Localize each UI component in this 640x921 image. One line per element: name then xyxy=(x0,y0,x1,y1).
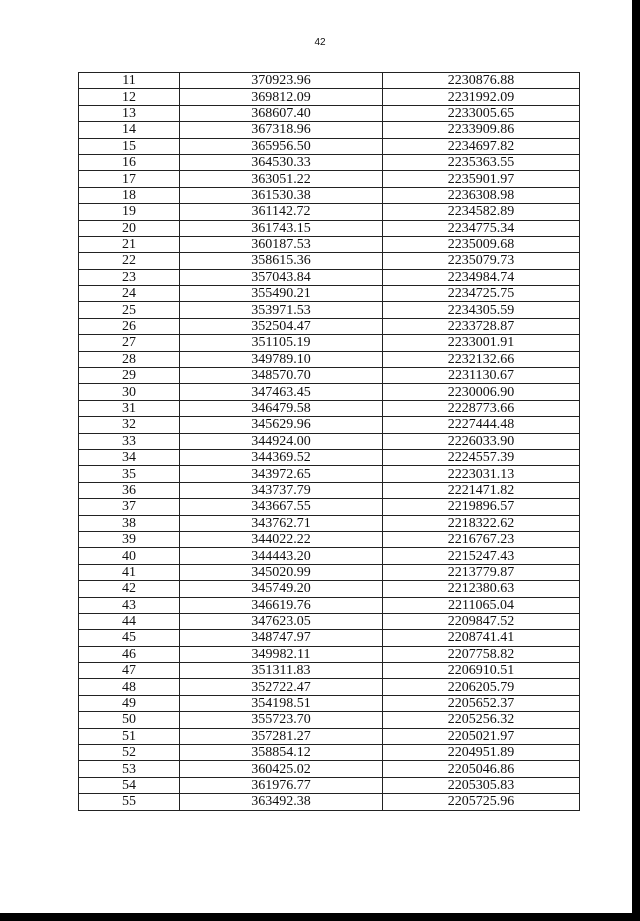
y-coordinate-cell: 2233005.65 xyxy=(383,105,580,121)
x-coordinate-cell: 344443.20 xyxy=(180,548,383,564)
point-number-cell: 41 xyxy=(79,564,180,580)
x-coordinate-cell: 363492.38 xyxy=(180,794,383,810)
x-coordinate-cell: 368607.40 xyxy=(180,105,383,121)
x-coordinate-cell: 343667.55 xyxy=(180,499,383,515)
table-row xyxy=(79,646,580,662)
y-coordinate-cell: 2209847.52 xyxy=(383,613,580,629)
point-number-cell: 45 xyxy=(79,630,180,646)
table-row xyxy=(79,368,580,384)
y-coordinate-cell: 2234725.75 xyxy=(383,286,580,302)
point-number-cell: 23 xyxy=(79,269,180,285)
y-coordinate-cell: 2216767.23 xyxy=(383,531,580,547)
y-coordinate-cell: 2234305.59 xyxy=(383,302,580,318)
x-coordinate-cell: 344369.52 xyxy=(180,449,383,465)
table-row xyxy=(79,154,580,170)
x-coordinate-cell: 358615.36 xyxy=(180,253,383,269)
table-row xyxy=(79,89,580,105)
table-row xyxy=(79,384,580,400)
table-row xyxy=(79,433,580,449)
table-row xyxy=(79,695,580,711)
point-number-cell: 36 xyxy=(79,482,180,498)
x-coordinate-cell: 355723.70 xyxy=(180,712,383,728)
point-number-cell: 21 xyxy=(79,236,180,252)
y-coordinate-cell: 2232132.66 xyxy=(383,351,580,367)
y-coordinate-cell: 2226033.90 xyxy=(383,433,580,449)
x-coordinate-cell: 345629.96 xyxy=(180,417,383,433)
y-coordinate-cell: 2205046.86 xyxy=(383,761,580,777)
point-number-cell: 37 xyxy=(79,499,180,515)
y-coordinate-cell: 2206910.51 xyxy=(383,663,580,679)
x-coordinate-cell: 351105.19 xyxy=(180,335,383,351)
point-number-cell: 54 xyxy=(79,777,180,793)
point-number-cell: 13 xyxy=(79,105,180,121)
y-coordinate-cell: 2205725.96 xyxy=(383,794,580,810)
point-number-cell: 35 xyxy=(79,466,180,482)
point-number-cell: 51 xyxy=(79,728,180,744)
table-row xyxy=(79,581,580,597)
table-row xyxy=(79,663,580,679)
y-coordinate-cell: 2212380.63 xyxy=(383,581,580,597)
point-number-cell: 48 xyxy=(79,679,180,695)
point-number-cell: 14 xyxy=(79,122,180,138)
x-coordinate-cell: 370923.96 xyxy=(180,73,383,89)
y-coordinate-cell: 2211065.04 xyxy=(383,597,580,613)
y-coordinate-cell: 2223031.13 xyxy=(383,466,580,482)
point-number-cell: 39 xyxy=(79,531,180,547)
y-coordinate-cell: 2230876.88 xyxy=(383,73,580,89)
y-coordinate-cell: 2221471.82 xyxy=(383,482,580,498)
table-row xyxy=(79,777,580,793)
y-coordinate-cell: 2207758.82 xyxy=(383,646,580,662)
y-coordinate-cell: 2234984.74 xyxy=(383,269,580,285)
point-number-cell: 55 xyxy=(79,794,180,810)
point-number-cell: 53 xyxy=(79,761,180,777)
table-row xyxy=(79,449,580,465)
y-coordinate-cell: 2233001.91 xyxy=(383,335,580,351)
y-coordinate-cell: 2231130.67 xyxy=(383,368,580,384)
point-number-cell: 27 xyxy=(79,335,180,351)
x-coordinate-cell: 355490.21 xyxy=(180,286,383,302)
point-number-cell: 12 xyxy=(79,89,180,105)
page-number: 42 xyxy=(314,37,326,48)
point-number-cell: 18 xyxy=(79,187,180,203)
x-coordinate-cell: 343972.65 xyxy=(180,466,383,482)
table-row xyxy=(79,482,580,498)
x-coordinate-cell: 367318.96 xyxy=(180,122,383,138)
table-row xyxy=(79,548,580,564)
table-row xyxy=(79,187,580,203)
point-number-cell: 44 xyxy=(79,613,180,629)
x-coordinate-cell: 349982.11 xyxy=(180,646,383,662)
table-row xyxy=(79,499,580,515)
y-coordinate-cell: 2206205.79 xyxy=(383,679,580,695)
scan-edge-right xyxy=(632,0,640,921)
x-coordinate-cell: 354198.51 xyxy=(180,695,383,711)
table-row xyxy=(79,253,580,269)
table-row xyxy=(79,269,580,285)
x-coordinate-cell: 364530.33 xyxy=(180,154,383,170)
x-coordinate-cell: 347623.05 xyxy=(180,613,383,629)
x-coordinate-cell: 343737.79 xyxy=(180,482,383,498)
table-row xyxy=(79,712,580,728)
x-coordinate-cell: 353971.53 xyxy=(180,302,383,318)
point-number-cell: 25 xyxy=(79,302,180,318)
table-row xyxy=(79,761,580,777)
x-coordinate-cell: 357281.27 xyxy=(180,728,383,744)
table-row xyxy=(79,351,580,367)
y-coordinate-cell: 2236308.98 xyxy=(383,187,580,203)
table-row xyxy=(79,236,580,252)
table-row xyxy=(79,122,580,138)
x-coordinate-cell: 346619.76 xyxy=(180,597,383,613)
x-coordinate-cell: 349789.10 xyxy=(180,351,383,367)
y-coordinate-cell: 2228773.66 xyxy=(383,400,580,416)
y-coordinate-cell: 2218322.62 xyxy=(383,515,580,531)
coordinates-table xyxy=(78,72,580,811)
y-coordinate-cell: 2235363.55 xyxy=(383,154,580,170)
y-coordinate-cell: 2208741.41 xyxy=(383,630,580,646)
y-coordinate-cell: 2234697.82 xyxy=(383,138,580,154)
table-row xyxy=(79,204,580,220)
y-coordinate-cell: 2235901.97 xyxy=(383,171,580,187)
table-row xyxy=(79,794,580,810)
table-row xyxy=(79,138,580,154)
x-coordinate-cell: 360425.02 xyxy=(180,761,383,777)
x-coordinate-cell: 369812.09 xyxy=(180,89,383,105)
table-row xyxy=(79,286,580,302)
point-number-cell: 24 xyxy=(79,286,180,302)
y-coordinate-cell: 2233909.86 xyxy=(383,122,580,138)
point-number-cell: 29 xyxy=(79,368,180,384)
point-number-cell: 26 xyxy=(79,318,180,334)
y-coordinate-cell: 2219896.57 xyxy=(383,499,580,515)
table-row xyxy=(79,613,580,629)
table-row xyxy=(79,73,580,89)
y-coordinate-cell: 2234775.34 xyxy=(383,220,580,236)
point-number-cell: 43 xyxy=(79,597,180,613)
x-coordinate-cell: 361530.38 xyxy=(180,187,383,203)
table-row xyxy=(79,105,580,121)
x-coordinate-cell: 344022.22 xyxy=(180,531,383,547)
x-coordinate-cell: 351311.83 xyxy=(180,663,383,679)
point-number-cell: 42 xyxy=(79,581,180,597)
x-coordinate-cell: 346479.58 xyxy=(180,400,383,416)
y-coordinate-cell: 2205652.37 xyxy=(383,695,580,711)
x-coordinate-cell: 347463.45 xyxy=(180,384,383,400)
point-number-cell: 50 xyxy=(79,712,180,728)
x-coordinate-cell: 345020.99 xyxy=(180,564,383,580)
point-number-cell: 46 xyxy=(79,646,180,662)
y-coordinate-cell: 2205256.32 xyxy=(383,712,580,728)
table-row xyxy=(79,400,580,416)
point-number-cell: 47 xyxy=(79,663,180,679)
table-row xyxy=(79,745,580,761)
coordinates-table-body xyxy=(79,73,580,811)
table-row xyxy=(79,679,580,695)
y-coordinate-cell: 2235079.73 xyxy=(383,253,580,269)
y-coordinate-cell: 2213779.87 xyxy=(383,564,580,580)
point-number-cell: 34 xyxy=(79,449,180,465)
x-coordinate-cell: 344924.00 xyxy=(180,433,383,449)
y-coordinate-cell: 2234582.89 xyxy=(383,204,580,220)
table-row xyxy=(79,728,580,744)
y-coordinate-cell: 2205021.97 xyxy=(383,728,580,744)
x-coordinate-cell: 363051.22 xyxy=(180,171,383,187)
y-coordinate-cell: 2215247.43 xyxy=(383,548,580,564)
y-coordinate-cell: 2230006.90 xyxy=(383,384,580,400)
x-coordinate-cell: 348570.70 xyxy=(180,368,383,384)
point-number-cell: 28 xyxy=(79,351,180,367)
point-number-cell: 17 xyxy=(79,171,180,187)
table-row xyxy=(79,531,580,547)
x-coordinate-cell: 352722.47 xyxy=(180,679,383,695)
point-number-cell: 16 xyxy=(79,154,180,170)
table-row xyxy=(79,335,580,351)
point-number-cell: 32 xyxy=(79,417,180,433)
point-number-cell: 40 xyxy=(79,548,180,564)
table-row xyxy=(79,171,580,187)
table-row xyxy=(79,564,580,580)
x-coordinate-cell: 348747.97 xyxy=(180,630,383,646)
table-row xyxy=(79,630,580,646)
y-coordinate-cell: 2205305.83 xyxy=(383,777,580,793)
y-coordinate-cell: 2204951.89 xyxy=(383,745,580,761)
point-number-cell: 22 xyxy=(79,253,180,269)
point-number-cell: 38 xyxy=(79,515,180,531)
x-coordinate-cell: 358854.12 xyxy=(180,745,383,761)
point-number-cell: 49 xyxy=(79,695,180,711)
x-coordinate-cell: 345749.20 xyxy=(180,581,383,597)
y-coordinate-cell: 2233728.87 xyxy=(383,318,580,334)
point-number-cell: 11 xyxy=(79,73,180,89)
table-row xyxy=(79,302,580,318)
x-coordinate-cell: 361743.15 xyxy=(180,220,383,236)
point-number-cell: 52 xyxy=(79,745,180,761)
y-coordinate-cell: 2227444.48 xyxy=(383,417,580,433)
table-row xyxy=(79,597,580,613)
point-number-cell: 33 xyxy=(79,433,180,449)
point-number-cell: 31 xyxy=(79,400,180,416)
x-coordinate-cell: 360187.53 xyxy=(180,236,383,252)
table-row xyxy=(79,417,580,433)
y-coordinate-cell: 2224557.39 xyxy=(383,449,580,465)
x-coordinate-cell: 365956.50 xyxy=(180,138,383,154)
x-coordinate-cell: 361976.77 xyxy=(180,777,383,793)
x-coordinate-cell: 352504.47 xyxy=(180,318,383,334)
point-number-cell: 15 xyxy=(79,138,180,154)
table-row xyxy=(79,318,580,334)
point-number-cell: 19 xyxy=(79,204,180,220)
y-coordinate-cell: 2231992.09 xyxy=(383,89,580,105)
table-row xyxy=(79,466,580,482)
y-coordinate-cell: 2235009.68 xyxy=(383,236,580,252)
table-row xyxy=(79,220,580,236)
x-coordinate-cell: 357043.84 xyxy=(180,269,383,285)
table-row xyxy=(79,515,580,531)
scan-edge-bottom xyxy=(0,913,640,921)
point-number-cell: 30 xyxy=(79,384,180,400)
point-number-cell: 20 xyxy=(79,220,180,236)
x-coordinate-cell: 361142.72 xyxy=(180,204,383,220)
x-coordinate-cell: 343762.71 xyxy=(180,515,383,531)
